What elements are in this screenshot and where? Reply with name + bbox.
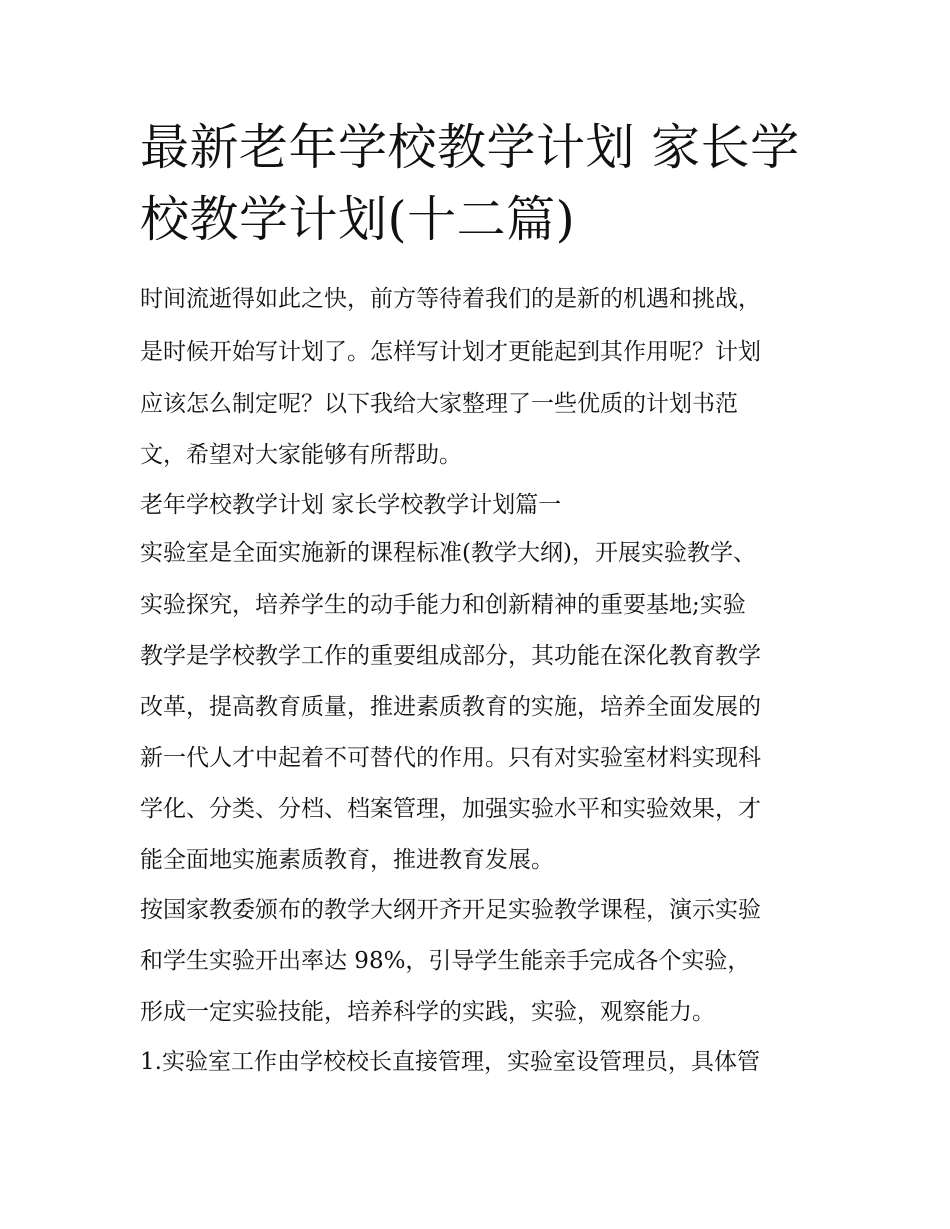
paragraph-line: 实验探究，培养学生的动手能力和创新精神的重要基地;实验 [140,592,746,618]
title-line: 校教学计划(十二篇) [140,191,576,248]
paragraph-line: 学化、分类、分档、档案管理，加强实验水平和实验效果，才 [140,796,761,822]
intro-line: 时间流逝得如此之快，前方等待着我们的是新的机遇和挑战， [140,286,761,312]
paragraph-line: 按国家教委颁布的教学大纲开齐开足实验教学课程，演示实验 [140,897,761,923]
paragraph-line: 改革，提高教育质量，推进素质教育的实施，培养全面发展的 [140,694,761,720]
paragraph-line: 能全面地实施素质教育，推进教育发展。 [140,847,554,873]
paragraph-line: 实验室是全面实施新的课程标准(教学大纲)，开展实验教学、 [140,540,756,566]
section-heading: 老年学校教学计划 家长学校教学计划篇一 [140,492,562,518]
paragraph-line: 形成一定实验技能，培养科学的实践，实验，观察能力。 [140,999,715,1025]
paragraph-line: 新一代人才中起着不可替代的作用。只有对实验室材料实现科 [140,745,761,771]
paragraph-line: 教学是学校教学工作的重要组成部分，其功能在深化教育教学 [140,643,761,669]
list-item: 1.实验室工作由学校校长直接管理，实验室设管理员，具体管 [140,1049,760,1075]
title-line: 最新老年学校教学计划 家长学 [140,119,800,176]
paragraph-line: 和学生实验开出率达 98%，引导学生能亲手完成各个实验， [140,948,751,974]
document-title [140,112,820,256]
intro-line: 应该怎么制定呢？以下我给大家整理了一些优质的计划书范 [140,391,738,417]
intro-line: 文，希望对大家能够有所帮助。 [140,442,462,468]
intro-line: 是时候开始写计划了。怎样写计划才更能起到其作用呢？计划 [140,339,761,365]
